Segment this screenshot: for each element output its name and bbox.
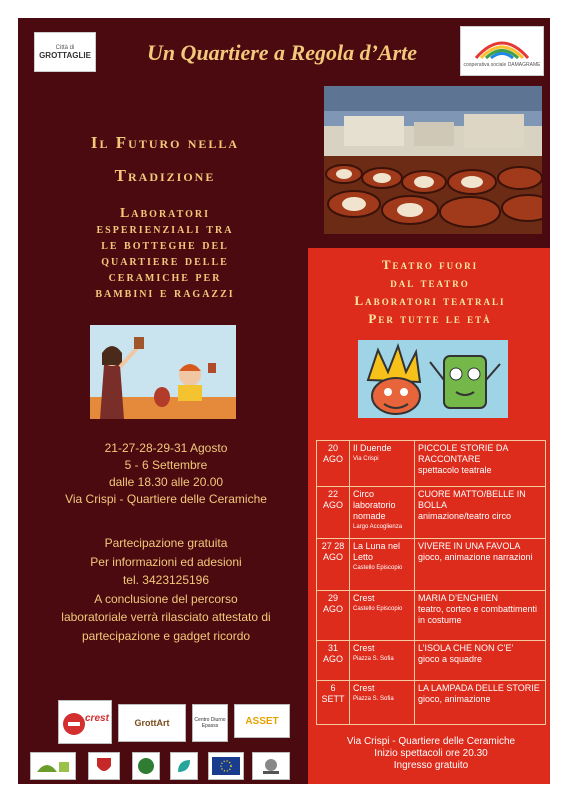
schedule-place [350, 641, 415, 681]
schedule-place [350, 591, 415, 641]
workshop-heading-line: esperienziali tra [96, 222, 234, 237]
info-line: partecipazione e gadget ricordo [81, 628, 251, 643]
page-title: Un Quartiere a Regola d’Arte [146, 40, 418, 65]
place-sub: Piazza S. Sofia [353, 696, 394, 702]
main-heading-line: Il Futuro nella [90, 133, 240, 152]
show-type: gioco, animazione narrazioni [418, 552, 533, 562]
schedule-place [350, 441, 415, 487]
crest-logo [58, 700, 112, 744]
cooperative-logo [460, 26, 544, 76]
schedule-desc [415, 591, 546, 641]
place-name: La Luna nel Letto [353, 541, 401, 562]
crest-logo-text: crest [85, 713, 109, 724]
place-name: Crest [353, 683, 375, 693]
centro-diurno-logo [192, 704, 228, 742]
region-logo [88, 752, 120, 780]
phone-number: tel. 3423125196 [122, 573, 210, 587]
emblem-icon [259, 757, 283, 775]
show-type: teatro, corteo e combattimenti in costume [418, 604, 538, 625]
leaf-icon [33, 756, 73, 776]
grottart-logo-text: GrottArt [134, 718, 170, 728]
place-sub: Castello Episcopio [353, 565, 403, 571]
logo-cooperative-text: cooperativa sociale DAMAGRAME [463, 62, 541, 68]
show-type: gioco, animazione [418, 694, 491, 704]
theatre-schedule-table [316, 440, 546, 725]
show-type: spettacolo teatrale [418, 465, 492, 475]
place-sub: Piazza S. Sofia [353, 656, 394, 662]
schedule-place [350, 487, 415, 539]
show-title: LA LAMPADA DELLE STORIE [418, 683, 540, 693]
info-line: Partecipazione gratuita [104, 536, 228, 550]
show-type: animazione/teatro circo [418, 511, 512, 521]
footer-location: Via Crispi - Quartiere delle Ceramiche [346, 736, 516, 747]
partner-logo-seal [132, 752, 160, 780]
seal-icon [136, 756, 156, 776]
schedule-date: 29 AGO [317, 591, 350, 641]
theatre-heading-line: Laboratori teatrali [354, 293, 506, 308]
place-name: Crest [353, 643, 375, 653]
dates-august: 21-27-28-29-31 Agosto [104, 441, 228, 455]
show-title: CUORE MATTO/BELLE IN BOLLA [418, 489, 526, 510]
table-row [317, 641, 546, 681]
asset-logo [234, 704, 290, 738]
theatre-heading-line: dal teatro [390, 275, 470, 290]
table-row [317, 487, 546, 539]
workshop-dates [30, 440, 302, 508]
workshop-heading-line: quartiere delle [101, 254, 229, 269]
theatre-characters-illustration [358, 340, 508, 418]
schedule-place [350, 539, 415, 591]
schedule-desc [415, 487, 546, 539]
workshop-heading [30, 206, 300, 302]
table-row [317, 539, 546, 591]
shield-icon [94, 756, 114, 776]
schedule-desc [415, 681, 546, 725]
footer-entry: Ingresso gratuito [393, 760, 469, 771]
show-title: MARIA D’ENGHIEN [418, 593, 499, 603]
schedule-date: 20 AGO [317, 441, 350, 487]
info-line: Per informazioni ed adesioni [90, 554, 242, 569]
ceramics-photo [324, 86, 542, 234]
table-row [317, 591, 546, 641]
show-type: gioco a squadre [418, 654, 483, 664]
schedule-date: 6 SETT [317, 681, 350, 725]
workshop-heading-line: Laboratori [119, 206, 211, 221]
show-title: L’ISOLA CHE NON C’E’ [418, 643, 514, 653]
place-name: Il Duende [353, 443, 392, 453]
theatre-heading-line: Per tutte le età [368, 311, 492, 326]
theatre-heading-line: Teatro fuori [381, 257, 479, 272]
centro-diurno-text: Centro Diurno Epasss [194, 717, 226, 729]
rainbow-icon [472, 34, 532, 60]
ministry-logo [252, 752, 290, 780]
place-sub: Largo Accoglienza [353, 524, 403, 530]
workshop-heading-line: bambini e ragazzi [95, 286, 235, 301]
main-heading-line: Tradizione [114, 166, 216, 185]
schedule-desc [415, 441, 546, 487]
place-name: Crest [353, 593, 375, 603]
info-line: laboratoriale verrà rilasciato attestato di [61, 610, 271, 624]
workshop-heading-line: ceramiche per [108, 270, 222, 285]
partner-logo-teal [170, 752, 198, 780]
table-row [317, 441, 546, 487]
logo-city-label: Città di [55, 44, 75, 51]
grottart-logo [118, 704, 186, 742]
place-sub: Via Crispi [353, 456, 379, 462]
schedule-date: 22 AGO [317, 487, 350, 539]
place-name: Circo laboratorio nomade [353, 489, 396, 521]
logo-city-name: GROTTAGLIE [39, 50, 91, 60]
schedule-desc [415, 641, 546, 681]
schedule-place [350, 681, 415, 725]
workshop-location: Via Crispi - Quartiere delle Ceramiche [65, 492, 267, 506]
show-title: VIVERE IN UNA FAVOLA [418, 541, 521, 551]
theatre-heading [314, 256, 546, 328]
asset-logo-text: ASSET [245, 715, 279, 727]
workshop-heading-line: le botteghe del [101, 238, 229, 253]
grottaglie-logo [34, 32, 96, 72]
schedule-desc [415, 539, 546, 591]
eu-flag-icon [212, 757, 240, 775]
leaf-icon [174, 756, 194, 776]
place-sub: Castello Episcopio [353, 606, 403, 612]
theatre-footer [316, 736, 546, 772]
participation-info [30, 534, 302, 645]
footer-start-time: Inizio spettacoli ore 20.30 [374, 748, 488, 759]
workshop-time: dalle 18.30 alle 20.00 [108, 475, 224, 489]
schedule-date: 27 28 AGO [317, 539, 350, 591]
children-ceramics-illustration [90, 325, 236, 419]
partner-logo-green [30, 752, 76, 780]
info-line: A conclusione del percorso [94, 591, 238, 606]
show-title: PICCOLE STORIE DA RACCONTARE [418, 443, 508, 464]
dates-september: 5 - 6 Settembre [124, 458, 208, 472]
table-row [317, 681, 546, 725]
schedule-date: 31 AGO [317, 641, 350, 681]
main-heading [30, 126, 300, 192]
eu-flag-logo [208, 752, 244, 780]
